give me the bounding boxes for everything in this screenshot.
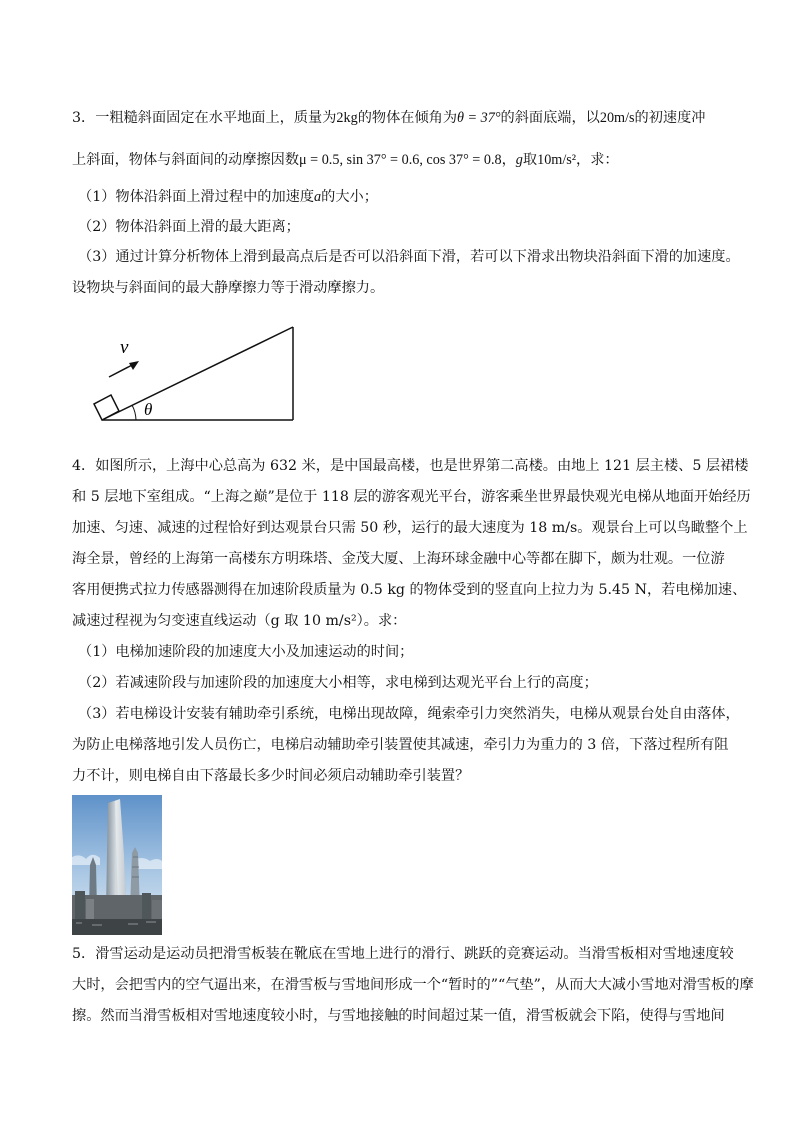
q3-part-3: （3）通过计算分析物体上滑到最高点后是否可以沿斜面下滑，若可以下滑求出物块沿斜面下滑的加速度。	[78, 249, 740, 265]
q4-part-2: （2）若减速阶段与加速阶段的加速度大小相等，求电梯到达观光平台上行的高度；	[78, 675, 598, 691]
q3-line-1: 3．一粗糙斜面固定在水平地面上，质量为2kg的物体在倾角为θ = 37°的斜面底端，以20m/s的初速度冲	[72, 110, 706, 126]
q4-line-1: 4．如图所示，上海中心总高为 632 米，是中国最高楼，也是世界第二高楼。由地上 121 层主楼、5 层裙楼	[72, 458, 749, 474]
incline-diagram	[80, 320, 310, 432]
q5-line-2: 大时，会把雪内的空气逼出来，在滑雪板与雪地间形成一个“暂时的”“气垫”，从而大大减小雪地对滑雪板的摩	[72, 977, 754, 993]
q4-part-3-cont-2: 力不计，则电梯自由下落最长多少时间必须启动辅助牵引装置？	[72, 768, 470, 784]
q3-part-2: （2）物体沿斜面上滑的最大距离；	[78, 219, 300, 235]
incline-slope	[102, 327, 293, 420]
q3-part-3-note: 设物块与斜面间的最大静摩擦力等于滑动摩擦力。	[72, 280, 385, 296]
q4-part-1: （1）电梯加速阶段的加速度大小及加速运动的时间；	[78, 644, 414, 660]
velocity-arrowhead	[129, 361, 139, 370]
q3-line-2: 上斜面，物体与斜面间的动摩擦因数μ = 0.5, sin 37° = 0.6, cos 37° = 0.8，g取10m/s²，求：	[72, 152, 619, 168]
angle-label: θ	[144, 400, 153, 419]
q4-line-3: 加速、匀速、减速的过程恰好到达观景台只需 50 秒，运行的最大速度为 18 m/s。观景台上可以鸟瞰整个上	[72, 520, 748, 536]
q4-line-6: 减速过程视为匀变速直线运动（g 取 10 m/s²）。求：	[72, 613, 407, 629]
q4-line-5: 客用便携式拉力传感器测得在加速阶段质量为 0.5 kg 的物体受到的竖直向上拉力为 5.45 N，若电梯加速、	[72, 582, 747, 598]
shanghai-tower-photo	[72, 795, 162, 935]
q5-line-3: 擦。然而当滑雪板相对雪地速度较小时，与雪地接触的时间超过某一值，滑雪板就会下陷，使得与雪地间	[72, 1008, 725, 1024]
angle-arc	[132, 405, 136, 420]
q4-part-3: （3）若电梯设计安装有辅助牵引系统，电梯出现故障，绳索牵引力突然消失，电梯从观景台处自由落体，	[78, 706, 740, 722]
q4-part-3-cont-1: 为防止电梯落地引发人员伤亡，电梯启动辅助牵引装置使其减速，牵引力为重力的 3 倍，下落过程所有阻	[72, 737, 729, 753]
velocity-label: v	[120, 337, 129, 358]
q4-line-2: 和 5 层地下室组成。“上海之巅”是位于 118 层的游客观光平台，游客乘坐世界最快观光电梯从地面开始经历	[72, 489, 751, 505]
q3-part-1: （1）物体沿斜面上滑过程中的加速度a的大小；	[78, 189, 378, 205]
q4-line-4: 海全景，曾经的上海第一高楼东方明珠塔、金茂大厦、上海环球金融中心等都在脚下，颇为壮观。一位游	[72, 551, 725, 567]
q5-line-1: 5．滑雪运动是运动员把滑雪板装在靴底在雪地上进行的滑行、跳跃的竞赛运动。当滑雪板相对雪地速度较	[72, 946, 734, 962]
block	[94, 395, 119, 420]
